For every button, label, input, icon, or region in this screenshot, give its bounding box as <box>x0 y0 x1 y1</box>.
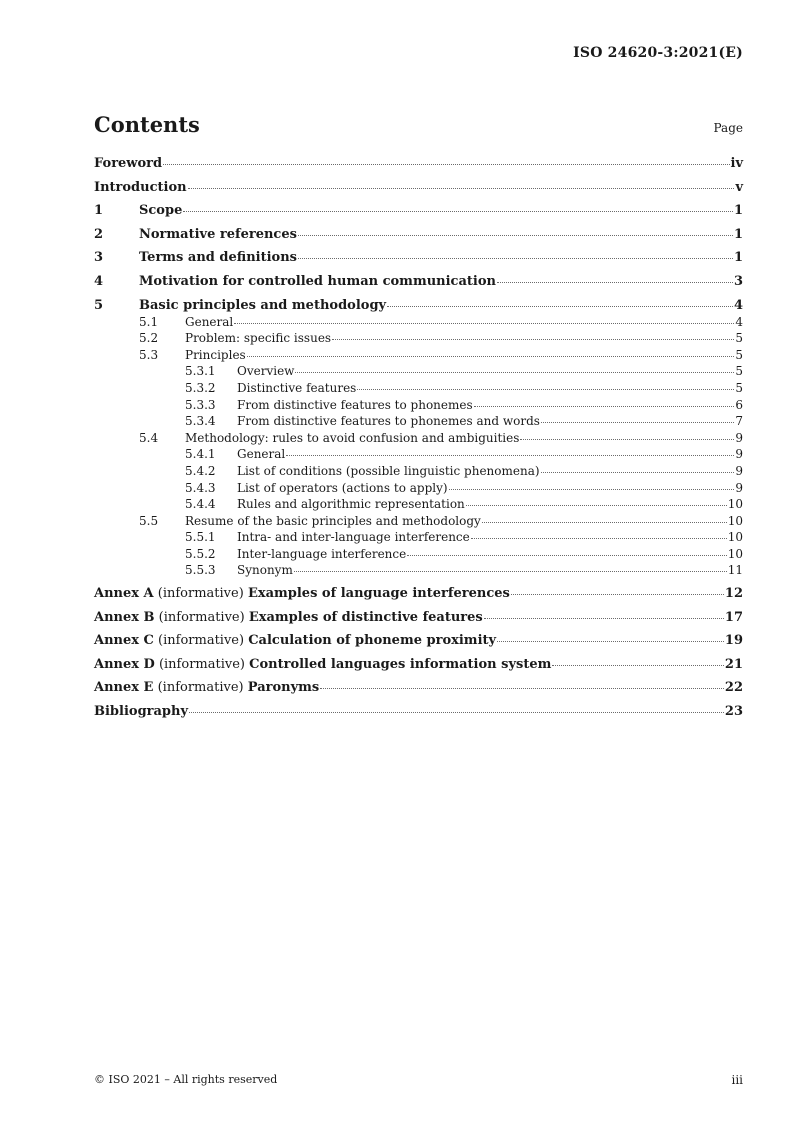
toc-label: Foreword <box>94 156 163 171</box>
toc-page: iv <box>730 156 743 171</box>
toc-entry-5-4-1[interactable] <box>94 447 743 464</box>
toc-number: 5.3.3 <box>185 397 216 412</box>
dot-leader <box>484 618 724 619</box>
toc-number: 5.4.4 <box>185 497 216 512</box>
toc-label: General <box>185 314 234 329</box>
toc-number: 5.4.1 <box>185 447 216 462</box>
toc-page: 11 <box>727 563 743 578</box>
dot-leader <box>552 665 724 666</box>
copyright-notice: © ISO 2021 – All rights reserved <box>94 1073 278 1086</box>
toc-page: 5 <box>735 364 743 379</box>
toc-page: 17 <box>724 609 743 625</box>
page-title: Contents <box>94 112 200 137</box>
dot-leader <box>482 522 727 523</box>
dot-leader <box>387 306 733 307</box>
toc-label: Resume of the basic principles and methodology <box>185 513 481 528</box>
toc-page: 10 <box>727 513 743 528</box>
toc-label: Annex A (informative) Examples of language interferences <box>94 586 510 602</box>
toc-page: 12 <box>724 586 743 602</box>
dot-leader <box>295 372 734 373</box>
toc-entry-5-5-3[interactable] <box>94 563 743 580</box>
toc-page: 9 <box>735 430 743 445</box>
toc-entry-5-4-4[interactable] <box>94 497 743 514</box>
toc-label: Distinctive features <box>237 380 357 395</box>
toc-label: Problem: specific issues <box>185 331 332 346</box>
toc-entry-clause-3[interactable] <box>94 250 743 274</box>
toc-page: 5 <box>735 331 743 346</box>
table-of-contents <box>94 156 743 728</box>
toc-label: Methodology: rules to avoid confusion and ambiguities <box>185 430 520 445</box>
page-number: iii <box>731 1073 743 1087</box>
toc-label: Inter-language interference <box>237 546 407 561</box>
toc-page: 4 <box>733 297 743 313</box>
page-column-label: Page <box>713 121 743 135</box>
toc-page: 10 <box>727 546 743 561</box>
dot-leader <box>357 389 734 390</box>
toc-label: List of operators (actions to apply) <box>237 480 448 495</box>
toc-label: Scope <box>139 203 183 219</box>
dot-leader <box>449 489 735 490</box>
toc-entry-5-3-1[interactable] <box>94 364 743 381</box>
toc-entry-clause-2[interactable] <box>94 227 743 251</box>
toc-number: 5.5 <box>139 513 159 528</box>
toc-number: 5.3 <box>139 347 159 362</box>
toc-page: 22 <box>724 680 743 696</box>
toc-number: 2 <box>94 226 104 242</box>
toc-label: Normative references <box>139 226 297 242</box>
toc-page: 4 <box>735 314 743 329</box>
toc-label: Annex C (informative) Calculation of phoneme proximity <box>94 633 497 649</box>
dot-leader <box>332 339 734 340</box>
toc-label: General <box>237 447 286 462</box>
toc-number: 3 <box>94 250 104 266</box>
toc-number: 5.3.2 <box>185 380 216 395</box>
toc-entry-5-3[interactable] <box>94 348 743 365</box>
toc-page: 9 <box>735 480 743 495</box>
toc-page: 10 <box>727 497 743 512</box>
dot-leader <box>497 282 733 283</box>
dot-leader <box>294 571 727 572</box>
toc-label: From distinctive features to phonemes and words <box>237 414 540 429</box>
toc-page: 3 <box>733 273 743 289</box>
dot-leader <box>541 472 735 473</box>
toc-label: Annex D (informative) Controlled languages information system <box>94 656 552 672</box>
toc-entry-5-4[interactable] <box>94 431 743 448</box>
dot-leader <box>520 439 734 440</box>
toc-number: 5 <box>94 297 104 313</box>
toc-entry-5-3-3[interactable] <box>94 398 743 415</box>
toc-entry-5-5-2[interactable] <box>94 547 743 564</box>
toc-entry-introduction[interactable] <box>94 180 743 204</box>
dot-leader <box>298 258 733 259</box>
toc-page: 5 <box>735 380 743 395</box>
toc-page: 1 <box>733 203 743 219</box>
toc-label: Rules and algorithmic representation <box>237 497 465 512</box>
toc-number: 5.4.2 <box>185 463 216 478</box>
toc-label: Terms and definitions <box>139 250 297 266</box>
toc-label: Synonym <box>237 563 293 578</box>
toc-page: 5 <box>735 347 743 362</box>
toc-entry-annex-d[interactable] <box>94 657 743 681</box>
toc-label: Motivation for controlled human communication <box>139 273 496 289</box>
toc-label: Bibliography <box>94 704 189 720</box>
toc-entry-5-2[interactable] <box>94 331 743 348</box>
toc-entry-annex-b[interactable] <box>94 610 743 634</box>
dot-leader <box>407 555 726 556</box>
toc-page: 7 <box>735 414 743 429</box>
toc-page: 9 <box>735 463 743 478</box>
toc-entry-annex-e[interactable] <box>94 680 743 704</box>
dot-leader <box>163 164 729 165</box>
toc-number: 5.3.1 <box>185 364 216 379</box>
dot-leader <box>298 235 733 236</box>
toc-entry-clause-4[interactable] <box>94 274 743 298</box>
toc-entry-5-4-2[interactable] <box>94 464 743 481</box>
toc-number: 5.5.2 <box>185 546 216 561</box>
toc-number: 1 <box>94 203 104 219</box>
toc-label: Annex B (informative) Examples of distinctive features <box>94 609 483 625</box>
dot-leader <box>234 323 734 324</box>
toc-page: 9 <box>735 447 743 462</box>
dot-leader <box>189 712 724 713</box>
dot-leader <box>511 594 724 595</box>
contents-heading-row <box>94 112 743 137</box>
toc-page: 10 <box>727 530 743 545</box>
toc-label: Overview <box>237 364 295 379</box>
page-footer <box>94 1073 743 1087</box>
toc-entry-annex-a[interactable] <box>94 586 743 610</box>
toc-label: From distinctive features to phonemes <box>237 397 473 412</box>
toc-entry-5-4-3[interactable] <box>94 481 743 498</box>
toc-entry-5-1[interactable] <box>94 315 743 332</box>
dot-leader <box>247 356 735 357</box>
toc-entry-foreword[interactable] <box>94 156 743 180</box>
toc-page: 1 <box>733 226 743 242</box>
toc-label: Principles <box>185 347 246 362</box>
dot-leader <box>497 641 724 642</box>
dot-leader <box>320 688 724 689</box>
dot-leader <box>541 422 734 423</box>
toc-entry-5-3-4[interactable] <box>94 414 743 431</box>
toc-page: 6 <box>735 397 743 412</box>
toc-number: 5.5.3 <box>185 563 216 578</box>
toc-entry-bibliography[interactable] <box>94 704 743 728</box>
toc-entry-5-5[interactable] <box>94 514 743 531</box>
dot-leader <box>188 188 735 189</box>
toc-page: 19 <box>724 633 743 649</box>
toc-page: 21 <box>724 656 743 672</box>
toc-entry-annex-c[interactable] <box>94 633 743 657</box>
toc-number: 5.4.3 <box>185 480 216 495</box>
toc-entry-5-5-1[interactable] <box>94 530 743 547</box>
toc-label: List of conditions (possible linguistic phenomena) <box>237 463 540 478</box>
toc-number: 4 <box>94 273 104 289</box>
toc-number: 5.2 <box>139 331 159 346</box>
toc-number: 5.5.1 <box>185 530 216 545</box>
toc-number: 5.3.4 <box>185 414 216 429</box>
toc-number: 5.4 <box>139 430 159 445</box>
toc-entry-5-3-2[interactable] <box>94 381 743 398</box>
dot-leader <box>471 538 727 539</box>
document-id: ISO 24620-3:2021(E) <box>573 45 743 61</box>
toc-label: Basic principles and methodology <box>139 297 387 313</box>
toc-entry-clause-1[interactable] <box>94 203 743 227</box>
toc-label: Intra- and inter-language interference <box>237 530 470 545</box>
toc-page: v <box>735 179 743 195</box>
toc-label: Introduction <box>94 179 187 195</box>
dot-leader <box>286 455 734 456</box>
dot-leader <box>183 211 733 212</box>
toc-number: 5.1 <box>139 314 159 329</box>
toc-entry-clause-5[interactable] <box>94 298 743 315</box>
toc-label: Annex E (informative) Paronyms <box>94 680 320 696</box>
dot-leader <box>466 505 727 506</box>
dot-leader <box>474 406 735 407</box>
toc-page: 23 <box>724 704 743 720</box>
toc-page: 1 <box>733 250 743 266</box>
